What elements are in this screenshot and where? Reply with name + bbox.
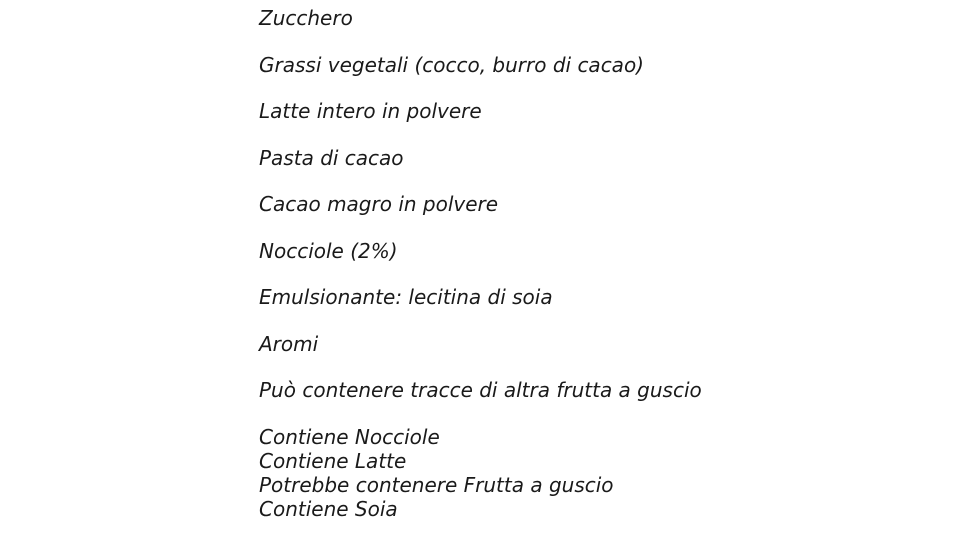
allergen-line: Contiene Nocciole bbox=[259, 424, 440, 449]
ingredient-item: Aromi bbox=[259, 331, 319, 356]
allergen-line: Potrebbe contenere Frutta a guscio bbox=[259, 472, 614, 497]
ingredient-list bbox=[259, 6, 939, 521]
ingredient-item: Pasta di cacao bbox=[259, 145, 404, 170]
ingredient-item: Grassi vegetali (cocco, burro di cacao) bbox=[259, 52, 644, 77]
ingredient-item: Emulsionante: lecitina di soia bbox=[259, 285, 553, 309]
ingredient-item: Latte intero in polvere bbox=[259, 99, 482, 123]
allergen-block bbox=[259, 425, 939, 521]
ingredient-item: Zucchero bbox=[259, 6, 353, 30]
ingredient-item: Cacao magro in polvere bbox=[259, 192, 499, 216]
ingredient-item: Nocciole (2%) bbox=[259, 238, 398, 263]
trace-warning: Può contenere tracce di altra frutta a guscio bbox=[259, 378, 702, 402]
allergen-line: Contiene Latte bbox=[259, 448, 407, 473]
allergen-line: Contiene Soia bbox=[259, 496, 398, 521]
